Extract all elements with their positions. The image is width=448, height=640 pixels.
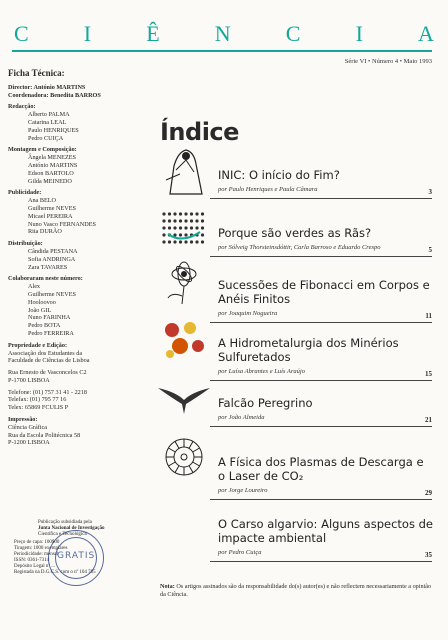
credit-name: Alex	[28, 283, 41, 291]
credits-title: Ficha Técnica:	[8, 68, 65, 78]
credit-name: Zara TAVARES	[28, 263, 68, 271]
toc-entry-title: INIC: O início do Fim?	[218, 168, 340, 182]
toc-entry[interactable]	[218, 336, 434, 375]
credit-name: Guilherme NEVES	[28, 290, 76, 298]
credit-name: Gilda MEINEDO	[28, 177, 72, 185]
contact-line: Telex: 65869 FCULIS P	[8, 404, 69, 412]
toc-page-number: 11	[425, 312, 432, 320]
toc-entry-author: por Sólveig Thorsteinsdóttir, Carla Barroso e Eduardo Crespo	[218, 244, 381, 251]
toc-entry-author: por Joaquim Nogueira	[218, 310, 278, 317]
owner-line: Faculdade de Ciências de Lisboa	[8, 357, 90, 365]
toc-rule	[210, 426, 432, 427]
masthead-letter: N	[214, 21, 231, 46]
funder-line: Junta Nacional de Investigação	[38, 526, 105, 531]
contact-line: Telefax: (01) 795 77 16	[8, 396, 67, 404]
toc-entry-author: por Luísa Abrantes e Luís Araújo	[218, 368, 305, 375]
toc-entry[interactable]	[218, 226, 434, 251]
print-heading: Impressão:	[8, 416, 38, 424]
toc-entry[interactable]	[218, 455, 434, 494]
credit-name: Pedro BOTA	[28, 322, 61, 330]
funder-small: Preço de capa: 100$00	[14, 540, 60, 545]
credit-name: Sofia ANDRINGA	[28, 255, 76, 263]
credit-name: Cândida PESTANA	[28, 247, 78, 255]
credit-group-heading: Redacção:	[8, 103, 36, 111]
toc-page-number: 5	[428, 246, 432, 254]
stamp-seal	[48, 530, 104, 586]
funder-small: Periodicidade: mensal	[14, 552, 59, 557]
masthead-letter: I	[355, 21, 363, 46]
toc-entry-title: Sucessões de Fibonacci em Corpos e Anéis Finitos	[218, 278, 430, 306]
credit-groups	[8, 103, 143, 341]
toc-entry-title: A Física dos Plasmas de Descarga e o Laser de CO₂	[218, 455, 424, 483]
toc-page-number: 29	[425, 489, 432, 497]
credit-name: João GIL	[28, 306, 52, 314]
credit-group-heading: Publicidade:	[8, 189, 42, 197]
credits-sidebar	[8, 70, 143, 447]
owner-line: Associação dos Estudantes da	[8, 349, 83, 357]
issue-info: Série VI • Número 4 • Maio 1993	[344, 58, 432, 65]
disclaimer-note	[160, 583, 438, 598]
funder-small: ISSN: 0361-7314	[14, 558, 50, 563]
masthead-letter: A	[418, 21, 434, 46]
toc-entry-title: Falcão Peregrino	[218, 396, 313, 410]
credit-name: Ângela MENEZES	[28, 154, 76, 162]
credit-group-heading: Colaboraram neste número:	[8, 275, 83, 283]
frog-spots-icon	[156, 204, 212, 254]
flower-icon	[156, 256, 212, 306]
masthead-letter: C	[14, 21, 29, 46]
sculpture-icon	[156, 146, 212, 196]
address-line: Rua Ernesto de Vasconcelos C2	[8, 369, 87, 377]
masthead-letter: I	[83, 21, 92, 46]
director: Director: António MARTINS	[8, 83, 86, 91]
credit-name: Catarina LEAL	[28, 118, 67, 126]
address-line: P-1700 LISBOA	[8, 376, 50, 384]
credit-name: Nuno FARINHA	[28, 314, 71, 322]
funder-line: Publicação subsidiada pela	[38, 520, 92, 525]
masthead-letter: C	[285, 21, 301, 46]
toc-rule	[210, 322, 432, 323]
plasma-icon	[156, 433, 212, 483]
toc-rule	[210, 256, 432, 257]
funder-line: Científica e Tecnológica	[38, 532, 87, 537]
funder-small: Depósito Legal nº ...	[14, 564, 55, 569]
credit-name: Ana BELO	[28, 197, 57, 205]
toc-entry-author: por Pedro Cuiça	[218, 549, 262, 556]
molecules-icon	[156, 314, 212, 364]
falcon-icon	[156, 374, 212, 424]
toc-rule	[210, 198, 432, 199]
note-label: Nota:	[160, 583, 175, 590]
index-title: Índice	[160, 118, 239, 146]
credit-name: Guilherme NEVES	[28, 204, 76, 212]
toc-page-number: 3	[428, 188, 432, 196]
owner-heading: Propriedade e Edição:	[8, 341, 68, 349]
masthead-rule	[12, 50, 432, 52]
toc-entry-author: por Jorge Loureiro	[218, 487, 268, 494]
toc-entry-author: por Paulo Henriques e Paula Câmara	[218, 186, 318, 193]
toc-entry[interactable]	[218, 168, 434, 193]
note-text: Os artigos assinados são da responsabilidade do(s) autor(es) e não reflectem necessariamente a opinião da Ciência.	[160, 583, 432, 598]
printer-line: Ciência Gráfica	[8, 423, 47, 431]
toc-entry[interactable]	[218, 517, 434, 556]
printer-line: Rua da Escola Politécnica 58	[8, 431, 81, 439]
funder-small: Registada na D.G.C.S. com o nº 104 785	[14, 570, 96, 575]
toc-entry-title: O Carso algarvio: Alguns aspectos de impacte ambiental	[218, 517, 433, 545]
toc-page-number: 21	[425, 416, 432, 424]
toc-rule	[210, 499, 432, 500]
credit-name: Paulo HENRIQUES	[28, 126, 79, 134]
toc-entry[interactable]	[218, 396, 434, 421]
toc-entry-title: Porque são verdes as Rãs?	[218, 226, 372, 240]
credit-name: Alberto PALMA	[28, 111, 70, 119]
credit-group-heading: Distribuição:	[8, 240, 43, 248]
masthead-letter: Ê	[146, 21, 160, 46]
credit-name: Micael PEREIRA	[28, 212, 73, 220]
credit-group-heading: Montagem e Composição:	[8, 146, 77, 154]
funder-small: Tiragem: 1000 exemplares	[14, 546, 68, 551]
credit-name: Nuno Vasco FERNANDES	[28, 220, 96, 228]
toc-page-number: 35	[425, 551, 432, 559]
toc-entry[interactable]	[218, 278, 434, 317]
masthead	[14, 22, 434, 46]
toc-entry-author: por João Almeida	[218, 414, 265, 421]
stamp-text: GRATIS	[57, 551, 96, 561]
toc-rule	[210, 561, 432, 562]
credit-name: Rita DURÃO	[28, 228, 62, 236]
credit-name: Pedro FERREIRA	[28, 329, 74, 337]
credit-name: Hooloovoo	[28, 298, 56, 306]
toc-page-number: 15	[425, 370, 432, 378]
coordinator: Coordenadora: Benedita BARROS	[8, 91, 101, 99]
credit-name: Edson BARTOLO	[28, 169, 74, 177]
credit-name: Pedro CUIÇA	[28, 134, 64, 142]
toc-entry-title: A Hidrometalurgia dos Minérios Sulfuretados	[218, 336, 399, 364]
toc-rule	[210, 380, 432, 381]
printer-line: P-1200 LISBOA	[8, 439, 50, 447]
contact-line: Telefone: (01) 757 31 41 - 2218	[8, 388, 87, 396]
credit-name: António MARTINS	[28, 161, 78, 169]
